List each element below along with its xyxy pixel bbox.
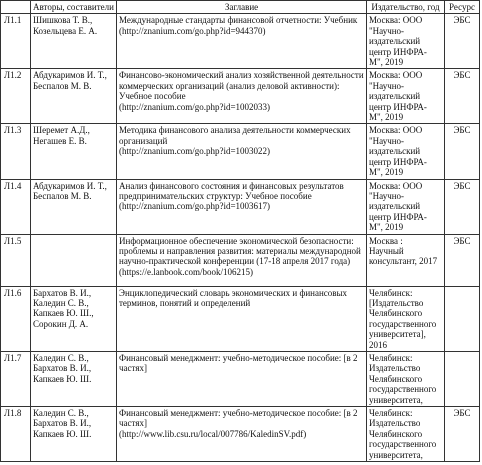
row-publisher-line: Челябинск: xyxy=(369,352,413,363)
row-title-line: Анализ финансового состояния и финансовых результатов xyxy=(119,180,344,191)
row-title xyxy=(117,69,367,124)
row-authors xyxy=(31,69,117,124)
row-publisher-line: "Научно- xyxy=(369,25,405,36)
row-number: Л1.5 xyxy=(1,234,31,286)
row-title-line: коммерческих организаций (анализ деловой активности): xyxy=(119,80,340,91)
row-authors xyxy=(31,234,117,286)
row-publisher-line: Научный xyxy=(369,245,404,256)
row-number: Л1.3 xyxy=(1,124,31,179)
row-publisher-line: государственного xyxy=(369,439,437,450)
table-header-row xyxy=(1,1,480,14)
table-body xyxy=(1,14,480,462)
row-title-line: Информационное обеспечение экономической безопасности: xyxy=(119,235,354,246)
row-resource: ЭБС xyxy=(445,124,480,179)
row-title-line: терминов, понятий и определений xyxy=(119,297,251,308)
row-title-line: (http://znanium.com/go.php?id=1003617) xyxy=(119,201,271,212)
row-authors-line: Козельцева Е. А. xyxy=(33,25,98,36)
row-authors xyxy=(31,179,117,234)
row-authors-line: Бархатов В. И., xyxy=(33,363,92,374)
row-publisher-line: издательский xyxy=(369,201,421,212)
row-title-line: Методика финансового анализа деятельности коммерческих xyxy=(119,125,351,136)
row-publisher xyxy=(367,124,445,179)
row-title-line: (http://znanium.com/go.php?id=944370) xyxy=(119,25,266,36)
row-title xyxy=(117,234,367,286)
row-authors xyxy=(31,407,117,462)
row-publisher-line: издательский xyxy=(369,146,421,157)
row-publisher-line: центр ИНФРА- xyxy=(369,211,427,222)
row-title xyxy=(117,14,367,69)
row-authors-line: Капкаев Ю. Ш., xyxy=(33,308,94,319)
row-publisher-line: "Научно- xyxy=(369,190,405,201)
row-number: Л1.1 xyxy=(1,14,31,69)
row-publisher-line: центр ИНФРА- xyxy=(369,46,427,57)
row-title xyxy=(117,407,367,462)
row-authors xyxy=(31,14,117,69)
row-publisher xyxy=(367,179,445,234)
row-authors xyxy=(31,124,117,179)
table-row xyxy=(1,14,480,69)
table-row xyxy=(1,407,480,462)
row-publisher-line: центр ИНФРА- xyxy=(369,156,427,167)
row-publisher-line: Челябинского xyxy=(369,308,423,319)
row-title-line: Финансово-экономический анализ хозяйственной деятельности xyxy=(119,70,364,81)
row-title-line: частях] xyxy=(119,363,147,374)
row-publisher xyxy=(367,14,445,69)
row-title xyxy=(117,286,367,351)
row-publisher-line: Москва: ООО xyxy=(369,180,423,191)
row-publisher-line: Издательство xyxy=(369,363,421,374)
row-publisher-line: университета, xyxy=(369,449,423,460)
row-title-line: организаций xyxy=(119,135,168,146)
row-publisher-line: Челябинского xyxy=(369,428,423,439)
row-publisher-line: центр ИНФРА- xyxy=(369,101,427,112)
row-authors xyxy=(31,351,117,406)
row-resource: ЭБС xyxy=(445,14,480,69)
table-row xyxy=(1,179,480,234)
row-authors-line: Шеремет А.Д., xyxy=(33,125,90,136)
row-number: Л1.7 xyxy=(1,351,31,406)
row-publisher-line: государственного xyxy=(369,318,437,329)
row-publisher-line: университета], xyxy=(369,329,426,340)
row-authors-line: Абдукаримов И. Т., xyxy=(33,70,107,81)
row-title-line: Учебное пособие xyxy=(119,91,186,102)
table-row xyxy=(1,286,480,351)
row-resource: ЭБС xyxy=(445,69,480,124)
row-authors-line: Каледин С. В., xyxy=(33,297,89,308)
row-publisher xyxy=(367,286,445,351)
row-title-line: Финансовый менеджмент: учебно-методическое пособие: [в 2 xyxy=(119,352,358,363)
row-publisher-line: Челябинск: xyxy=(369,287,413,298)
header-title: Заглавие xyxy=(117,1,367,14)
row-publisher-line: Издательство xyxy=(369,418,421,429)
row-publisher-line: университета, xyxy=(369,394,423,405)
row-publisher-line: Челябинского xyxy=(369,373,423,384)
row-authors-line: Шишкова Т. В., xyxy=(33,15,93,26)
table-row xyxy=(1,234,480,286)
row-authors-line: Капкаев Ю. Ш. xyxy=(33,373,92,384)
row-resource xyxy=(445,351,480,406)
row-publisher-line: Челябинск: xyxy=(369,408,413,418)
row-publisher-line: государственного xyxy=(369,384,437,395)
row-publisher-line: 2016 xyxy=(369,339,387,350)
row-title-line: проблемы и направления развития: материалы международной xyxy=(119,245,361,256)
header-num xyxy=(1,1,31,14)
row-authors-line: Капкаев Ю. Ш. xyxy=(33,428,92,439)
row-number: Л1.4 xyxy=(1,179,31,234)
row-publisher-line: "Научно- xyxy=(369,135,405,146)
row-title-line: (http://www.lib.csu.ru/local/007786/KaledinSV.pdf) xyxy=(119,428,307,439)
row-publisher-line: Москва: ООО xyxy=(369,125,423,136)
row-publisher-line: [Издательство xyxy=(369,297,424,308)
row-authors-line: Абдукаримов И. Т., xyxy=(33,180,107,191)
row-title-line: Энциклопедический словарь экономических и финансовых xyxy=(119,287,348,298)
row-title xyxy=(117,351,367,406)
row-authors-line: Сорокин Д. А. xyxy=(33,318,89,329)
row-publisher xyxy=(367,351,445,406)
row-authors-line: Беспалов М. В. xyxy=(33,80,92,91)
row-title-line: Финансовый менеджмент: учебно-методическое пособие: [в 2 xyxy=(119,408,358,418)
row-number: Л1.2 xyxy=(1,69,31,124)
row-title-line: (https://e.lanbook.com/book/106215) xyxy=(119,266,253,277)
row-authors-line: Негашев Е. В. xyxy=(33,135,87,146)
row-resource: ЭБС xyxy=(445,234,480,286)
row-title-line: научно-практической конференции (17-18 апреля 2017 года) xyxy=(119,256,351,267)
row-authors-line: Каледин С. В., xyxy=(33,408,89,418)
row-authors xyxy=(31,286,117,351)
row-title-line: предпринимательских структур: Учебное пособие xyxy=(119,190,312,201)
row-title-line: (http://znanium.com/go.php?id=1003022) xyxy=(119,146,271,157)
row-publisher-line: М", 2019 xyxy=(369,222,404,233)
row-title xyxy=(117,124,367,179)
table-row xyxy=(1,351,480,406)
row-publisher xyxy=(367,234,445,286)
row-publisher xyxy=(367,69,445,124)
row-publisher-line: Москва: ООО xyxy=(369,70,423,81)
row-publisher-line: Москва: ООО xyxy=(369,15,423,26)
table-row xyxy=(1,69,480,124)
row-publisher-line: М", 2019 xyxy=(369,57,404,68)
row-publisher-line: "Научно- xyxy=(369,80,405,91)
row-title xyxy=(117,179,367,234)
row-authors-line: Беспалов М. В. xyxy=(33,190,92,201)
row-authors-line: Бархатов В. И., xyxy=(33,287,92,298)
row-number: Л1.6 xyxy=(1,286,31,351)
row-publisher-line: издательский xyxy=(369,91,421,102)
row-publisher-line: консультант, 2017 xyxy=(369,256,438,267)
row-resource: ЭБС xyxy=(445,407,480,462)
row-publisher-line: М", 2019 xyxy=(369,112,404,123)
row-title-line: Международные стандарты финансовой отчетности: Учебник xyxy=(119,15,358,26)
row-publisher-line: издательский xyxy=(369,36,421,47)
row-title-line: (http://znanium.com/go.php?id=1002033) xyxy=(119,101,271,112)
row-authors-line: Бархатов В. И., xyxy=(33,418,92,429)
row-number: Л1.8 xyxy=(1,407,31,462)
header-resource: Ресурс xyxy=(445,1,480,14)
table-row xyxy=(1,124,480,179)
row-title-line: частях] xyxy=(119,418,147,429)
row-publisher xyxy=(367,407,445,462)
row-publisher-line: Москва : xyxy=(369,235,403,246)
header-publisher: Издательство, год xyxy=(367,1,445,14)
row-authors-line: Каледин С. В., xyxy=(33,352,89,363)
header-authors: Авторы, составители xyxy=(31,1,117,14)
row-resource xyxy=(445,286,480,351)
row-resource: ЭБС xyxy=(445,179,480,234)
row-publisher-line: М", 2019 xyxy=(369,167,404,178)
